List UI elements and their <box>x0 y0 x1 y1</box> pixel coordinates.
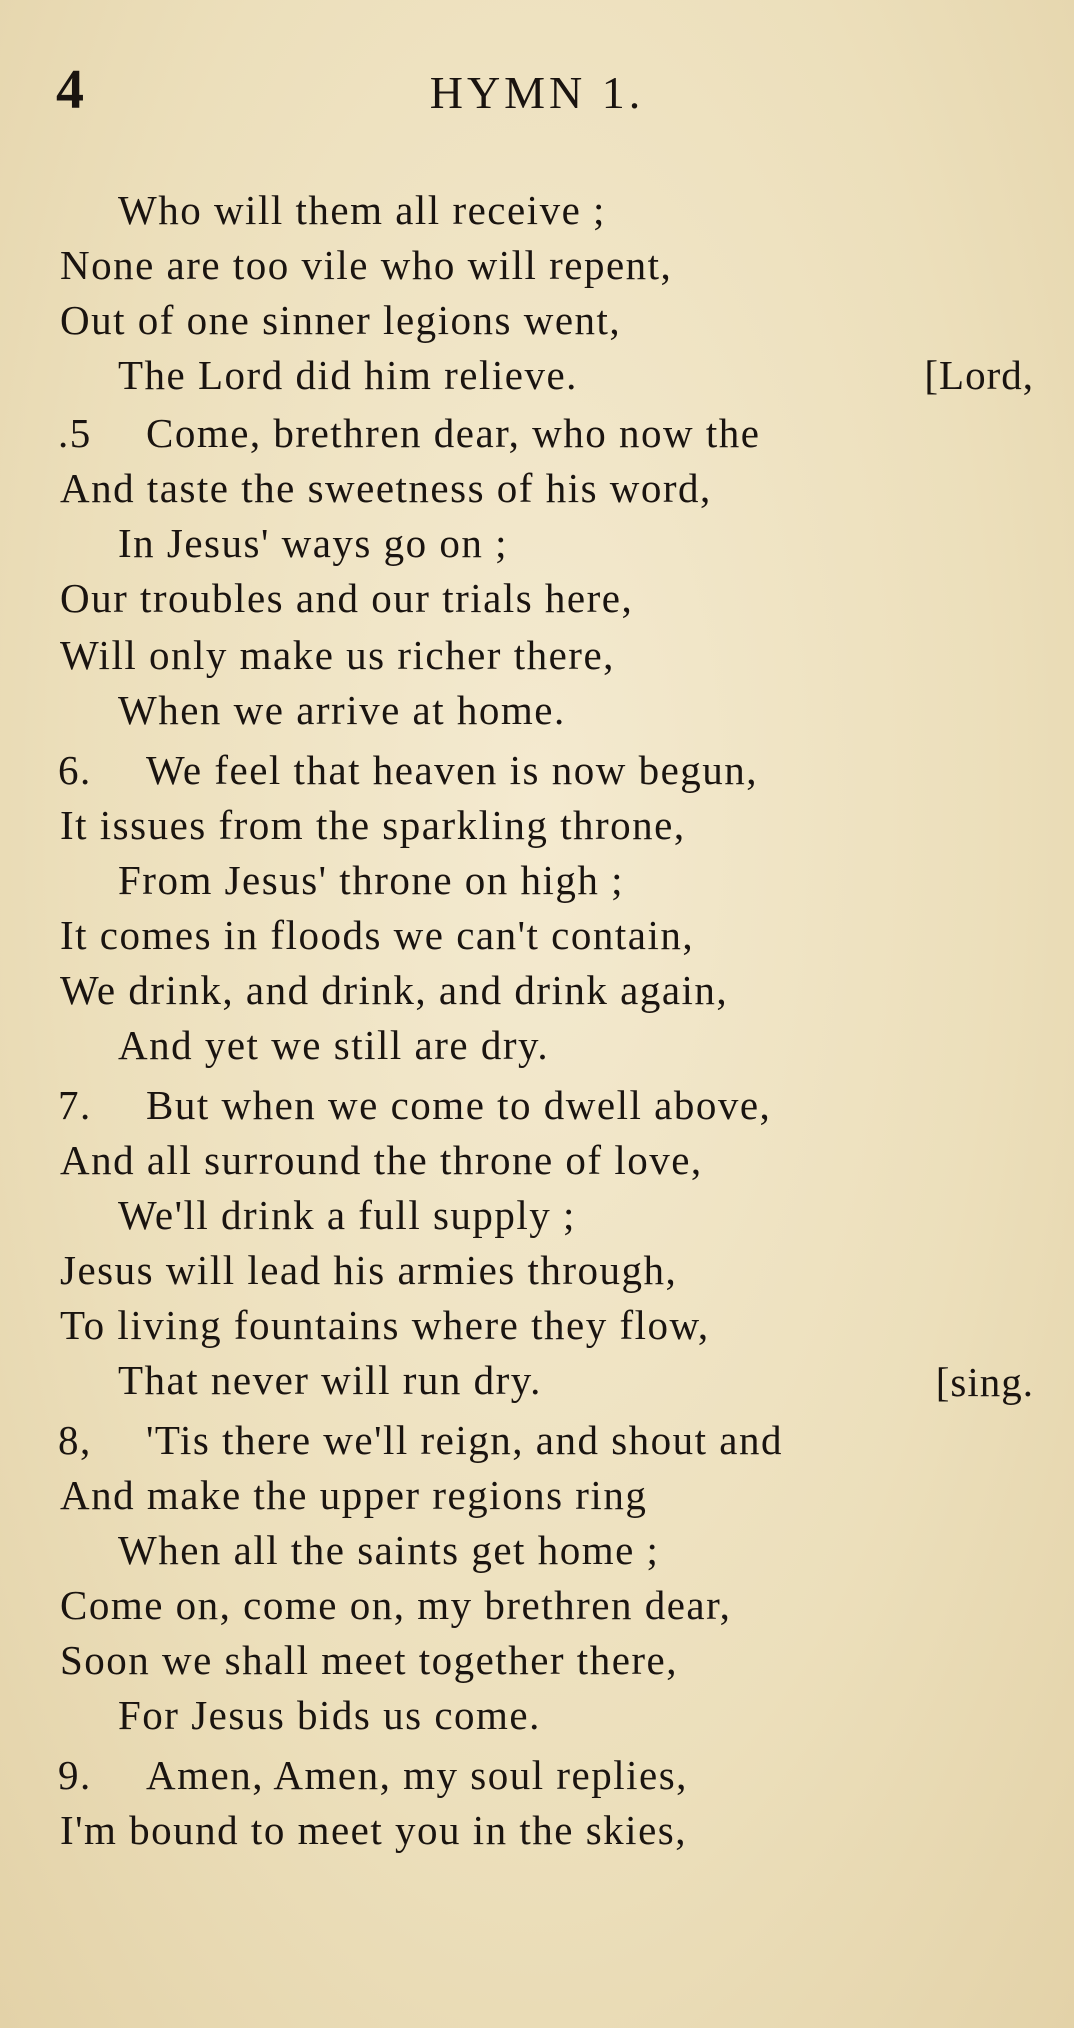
page-number: 4 <box>56 59 84 121</box>
turnover-text: [Lord, <box>924 352 1034 398</box>
verse-line-text: In Jesus' ways go on ; <box>118 520 509 566</box>
turnover-text: [sing. <box>935 1359 1034 1405</box>
stanza-number: 6. <box>58 747 92 793</box>
verse-line <box>118 1022 550 1068</box>
verse-line <box>60 465 712 511</box>
verse-line <box>60 632 615 678</box>
verse-line <box>60 297 622 343</box>
verse-line <box>118 352 578 398</box>
verse-line-text: Amen, Amen, my soul replies, <box>146 1752 688 1798</box>
verse-line-text: When all the saints get home ; <box>118 1527 660 1573</box>
stanza-number: .5 <box>58 410 92 456</box>
verse-line-text: To living fountains where they flow, <box>60 1302 710 1348</box>
verse-line <box>118 1692 541 1738</box>
verse-line-text: Will only make us richer there, <box>60 632 615 678</box>
verse-line-text: It issues from the sparkling throne, <box>60 802 686 848</box>
verse-line <box>118 857 625 903</box>
verse-line <box>118 1357 542 1403</box>
verse-line <box>118 687 566 733</box>
verse-line <box>60 1582 732 1628</box>
verse-line-text: When we arrive at home. <box>118 687 566 733</box>
running-head: HYMN 1. <box>429 67 645 118</box>
verse-line <box>118 520 509 566</box>
verse-line-text: We'll drink a full supply ; <box>118 1192 576 1238</box>
verse-line-text: And make the upper regions ring <box>60 1472 648 1518</box>
verse-line-text: Soon we shall meet together there, <box>60 1637 678 1683</box>
verse-line <box>60 1637 678 1683</box>
verse-line-text: And yet we still are dry. <box>118 1022 550 1068</box>
verse-line <box>60 242 673 288</box>
stanza-number: 8, <box>58 1417 92 1463</box>
verse-line-text: We feel that heaven is now begun, <box>146 747 759 793</box>
verse-line <box>58 410 761 456</box>
verse-line-text: It comes in floods we can't contain, <box>60 912 695 958</box>
verse-line-text: But when we come to dwell above, <box>146 1082 772 1128</box>
verse-line <box>58 1752 688 1798</box>
verse-line-text: Jesus will lead his armies through, <box>60 1247 678 1293</box>
verse-line <box>60 575 634 621</box>
verse-line-text: And taste the sweetness of his word, <box>60 465 712 511</box>
verse-line <box>118 1527 660 1573</box>
verse-line-text: We drink, and drink, and drink again, <box>60 967 729 1013</box>
verse-line-text: None are too vile who will repent, <box>60 242 673 288</box>
verse-line-text: I'm bound to meet you in the skies, <box>60 1807 687 1853</box>
verse-line <box>58 747 759 793</box>
verse-line <box>58 1417 783 1463</box>
stanza-number: 9. <box>58 1752 92 1798</box>
verse-line-text: Our troubles and our trials here, <box>60 575 634 621</box>
verse-line-text: The Lord did him relieve. <box>118 352 578 398</box>
verse-line <box>60 1302 710 1348</box>
verse-line <box>60 967 729 1013</box>
verse-line <box>60 802 686 848</box>
verse-line-text: 'Tis there we'll reign, and shout and <box>146 1417 783 1463</box>
verse-line <box>58 1082 772 1128</box>
verse-line <box>60 1137 703 1183</box>
verse-line <box>60 1472 648 1518</box>
verse-line <box>118 187 606 233</box>
verse-line <box>60 1807 687 1853</box>
verse-line-text: Who will them all receive ; <box>118 187 606 233</box>
stanza-number: 7. <box>58 1082 92 1128</box>
verse-line <box>118 1192 576 1238</box>
verse-line-text: Come on, come on, my brethren dear, <box>60 1582 732 1628</box>
verse-line-text: From Jesus' throne on high ; <box>118 857 625 903</box>
verse-line-text: Come, brethren dear, who now the <box>146 410 761 456</box>
verse-line <box>60 912 695 958</box>
verse-line <box>60 1247 678 1293</box>
verse-line-text: Out of one sinner legions went, <box>60 297 622 343</box>
verse-line-text: For Jesus bids us come. <box>118 1692 541 1738</box>
verse-line-text: That never will run dry. <box>118 1357 542 1403</box>
verse-line-text: And all surround the throne of love, <box>60 1137 703 1183</box>
